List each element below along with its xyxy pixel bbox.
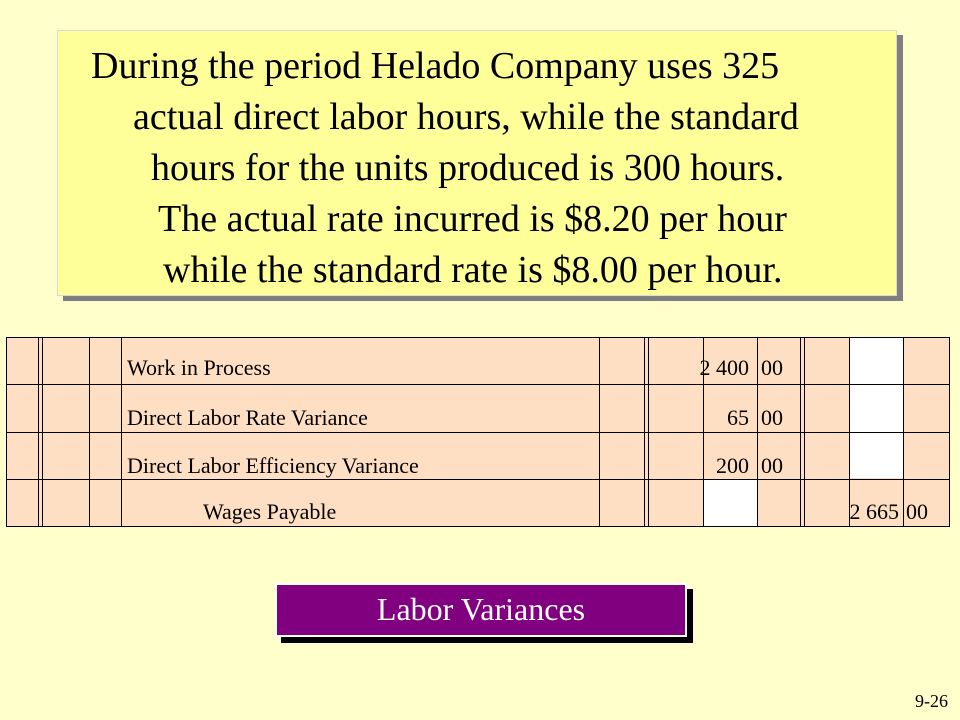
debit-cents: 00 xyxy=(761,453,783,478)
problem-statement-box xyxy=(57,30,897,296)
credit-cell-blank xyxy=(849,338,903,478)
debit-amount: 65 xyxy=(727,405,749,430)
grid-line xyxy=(6,479,950,480)
account-name: Wages Payable xyxy=(203,499,337,524)
credit-cents: 00 xyxy=(906,499,928,524)
account-name: Direct Labor Efficiency Variance xyxy=(127,453,419,478)
problem-line: The actual rate incurred is $8.20 per hour xyxy=(158,198,787,240)
page-number: 9-26 xyxy=(915,691,948,711)
labor-variances-button[interactable]: Labor Variances xyxy=(275,583,687,637)
account-name: Work in Process xyxy=(127,355,271,380)
debit-cell-blank xyxy=(703,480,757,526)
debit-amount: 200 xyxy=(716,453,749,478)
debit-cents: 00 xyxy=(761,355,783,380)
problem-line: hours for the units produced is 300 hours. xyxy=(151,147,785,189)
problem-line: while the standard rate is $8.00 per hour. xyxy=(163,249,783,291)
credit-amount: 2 665 xyxy=(849,499,899,524)
account-name: Direct Labor Rate Variance xyxy=(127,405,368,430)
debit-amount: 2 400 xyxy=(699,355,749,380)
grid-line xyxy=(6,432,950,433)
problem-text xyxy=(58,41,896,296)
debit-cents: 00 xyxy=(761,405,783,430)
problem-line: actual direct labor hours, while the standard xyxy=(133,96,799,138)
grid-line xyxy=(6,384,950,385)
problem-line: During the period Helado Company uses 325 xyxy=(91,45,780,87)
